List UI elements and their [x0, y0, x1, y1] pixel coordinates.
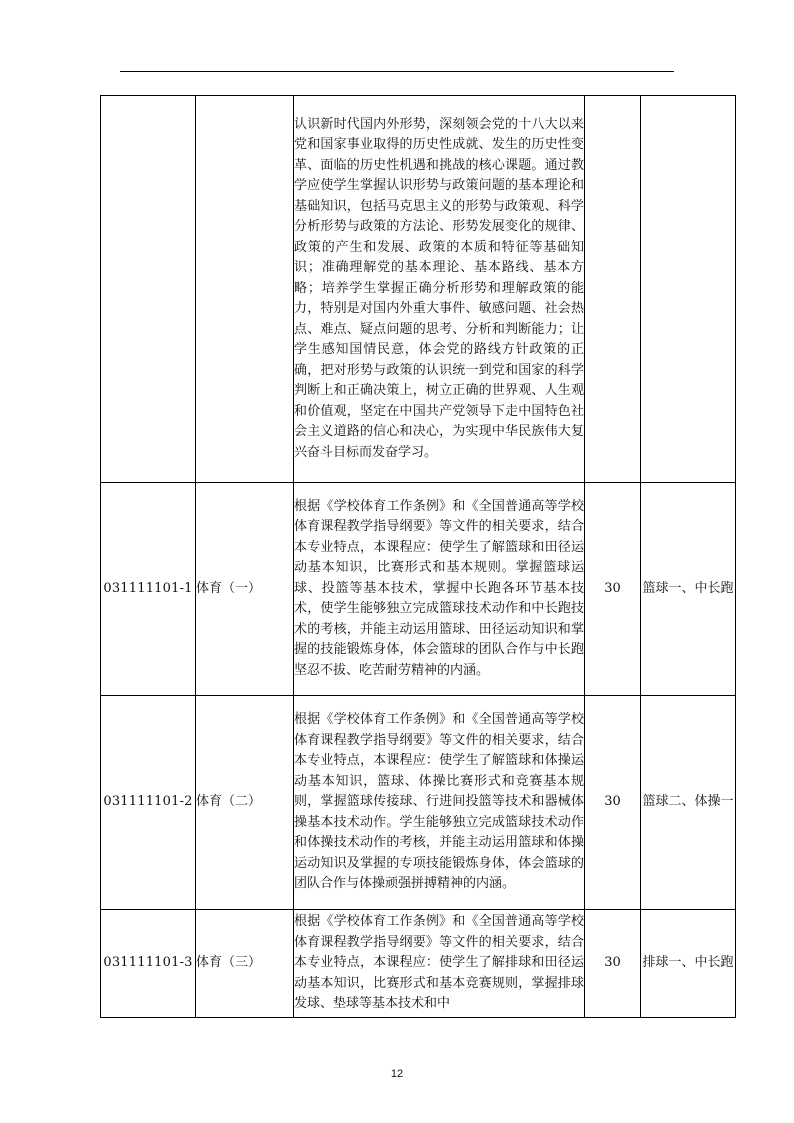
course-code: 031111101-3: [101, 910, 196, 1018]
course-name: 体育（一）: [196, 483, 294, 696]
course-description: 根据《学校体育工作条例》和《全国普通高等学校体育课程教学指导纲要》等文件的相关要求，结合本专业特点，本课程应：使学生了解篮球和田径运动基本知识，比赛形式和基本规则。掌握篮球运球、投篮等基本技术，掌握中长跑各环节基本技术，使学生能够独立完成篮球技术动作和中长跑技术的考核，并能主动运用篮球、田径运动知识和掌握的技能锻炼身体，体会篮球的团队合作与中长跑坚忍不拔、吃苦耐劳精神的内涵。: [294, 483, 585, 696]
table-row: [101, 483, 736, 696]
table-row: [101, 96, 736, 483]
course-table: [100, 95, 736, 1018]
course-code: 031111101-2: [101, 696, 196, 910]
course-content: 排球一、中长跑: [641, 910, 736, 1018]
page-number: 12: [390, 1068, 404, 1080]
course-hours: [585, 96, 641, 483]
course-hours: 30: [585, 483, 641, 696]
course-description: 根据《学校体育工作条例》和《全国普通高等学校体育课程教学指导纲要》等文件的相关要求，结合本专业特点，本课程应：使学生了解篮球和体操运动基本知识，篮球、体操比赛形式和竞赛基本规则，掌握篮球传接球、行进间投篮等技术和器械体操基本技术动作。学生能够独立完成篮球技术动作和体操技术动作的考核，并能主动运用篮球和体操运动知识及掌握的专项技能锻炼身体，体会篮球的团队合作与体操顽强拼搏精神的内涵。: [294, 696, 585, 910]
course-name: 体育（二）: [196, 696, 294, 910]
course-content: [641, 96, 736, 483]
course-hours: 30: [585, 910, 641, 1018]
course-code: 031111101-1: [101, 483, 196, 696]
course-code: [101, 96, 196, 483]
course-hours: 30: [585, 696, 641, 910]
table-row: [101, 910, 736, 1018]
course-description: 认识新时代国内外形势，深刻领会党的十八大以来党和国家事业取得的历史性成就、发生的历史性变革、面临的历史性机遇和挑战的核心课题。通过教学应使学生掌握认识形势与政策问题的基本理论和基础知识，包括马克思主义的形势与政策观、科学分析形势与政策的方法论、形势发展变化的规律、政策的产生和发展、政策的本质和特征等基础知识；准确理解党的基本理论、基本路线、基本方略；培养学生掌握正确分析形势和理解政策的能力，特别是对国内外重大事件、敏感问题、社会热点、难点、疑点问题的思考、分析和判断能力；让学生感知国情民意，体会党的路线方针政策的正确，把对形势与政策的认识统一到党和国家的科学判断上和正确决策上，树立正确的世界观、人生观和价值观，坚定在中国共产党领导下走中国特色社会主义道路的信心和决心，为实现中华民族伟大复兴奋斗目标而发奋学习。: [294, 96, 585, 483]
course-name: 体育（三）: [196, 910, 294, 1018]
course-content: 篮球二、体操一: [641, 696, 736, 910]
header-rule: [120, 71, 674, 72]
table-row: [101, 696, 736, 910]
course-content: 篮球一、中长跑: [641, 483, 736, 696]
course-name: [196, 96, 294, 483]
course-description: 根据《学校体育工作条例》和《全国普通高等学校体育课程教学指导纲要》等文件的相关要求，结合本专业特点，本课程应：使学生了解排球和田径运动基本知识，比赛形式和基本竞赛规则，掌握排球发球、垫球等基本技术和中: [294, 910, 585, 1018]
